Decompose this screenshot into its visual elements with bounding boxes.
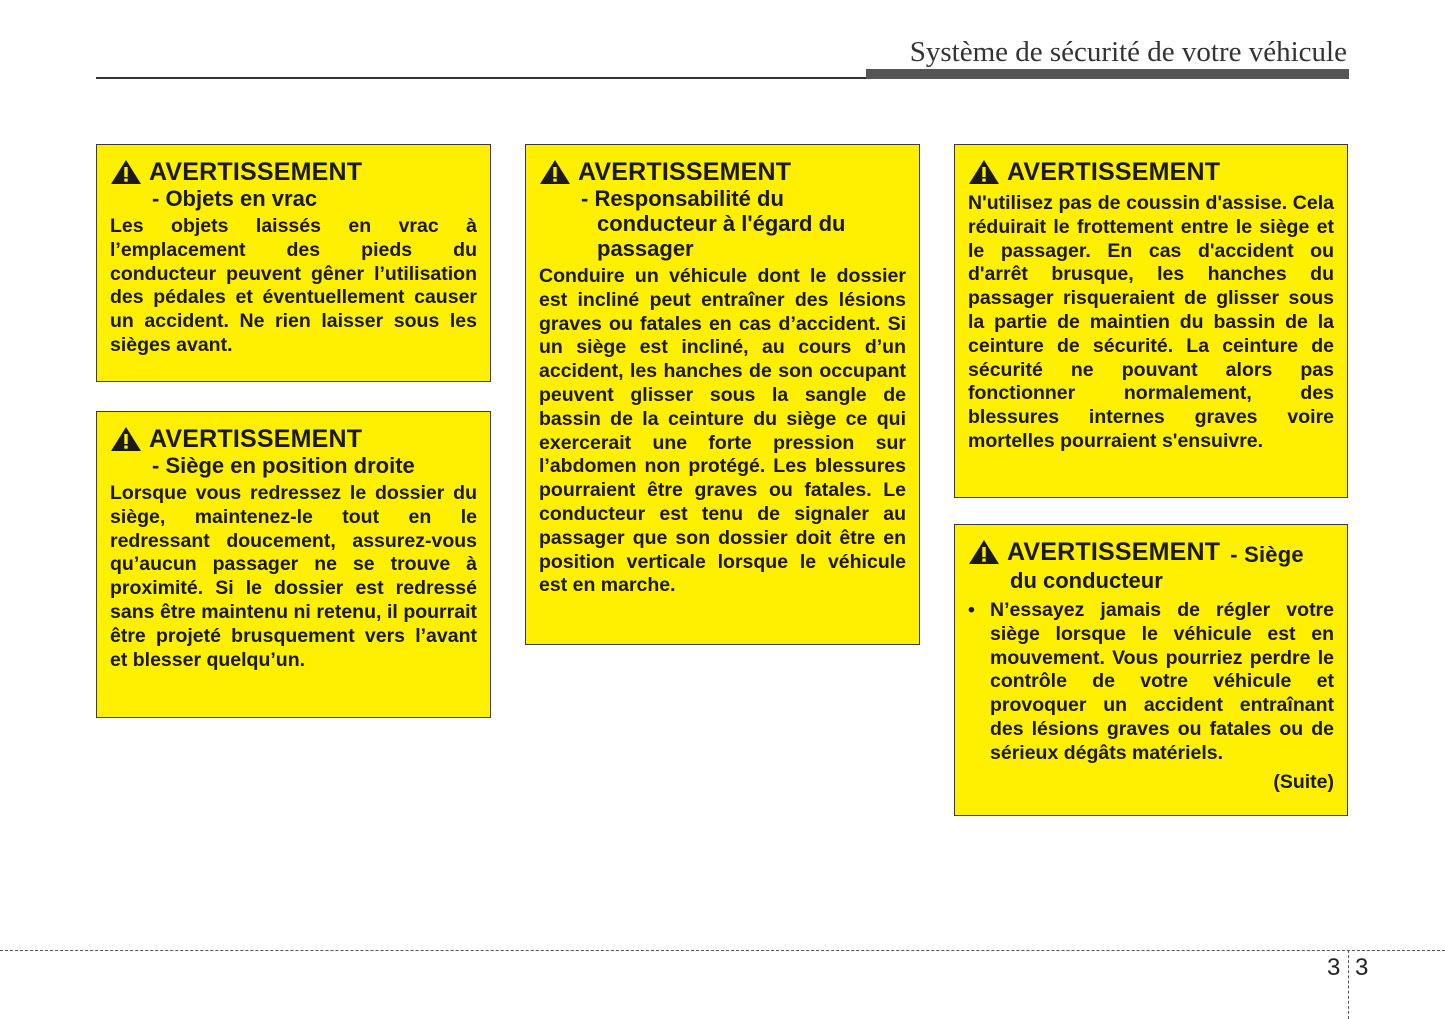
warning-body: Lorsque vous redressez le dossier du siège, maintenez-le tout en le redressant doucement, assurez-vous qu’aucun passager ne se trouve à proximité. Si le dossier est redressé sans être maintenu ni retenu, il pourrait être projeté brusquement vers l’avant et blesser quelqu’un.: [110, 482, 477, 671]
warning-body: N’essayez jamais de régler votre siège lorsque le véhicule est en mouvement. Vous pourriez perdre le contrôle de votre véhicule et provoquer un accident entraînant des lésions graves ou fatales ou de sérieux dégâts matériels.: [990, 599, 1334, 764]
warning-subtitle: - Responsabilité du conducteur à l'égard du passager: [581, 186, 846, 261]
warning-box-driver-responsibility: [525, 144, 920, 645]
warning-title: AVERTISSEMENT: [578, 158, 792, 186]
warning-title: AVERTISSEMENT: [1007, 538, 1221, 566]
warning-subtitle-inline: - Siège: [1230, 542, 1304, 567]
warning-title: AVERTISSEMENT: [149, 425, 363, 453]
bullet-marker: •: [968, 599, 975, 621]
warning-subtitle: - Siège en position droite: [152, 453, 415, 478]
warning-triangle-icon: [110, 426, 142, 452]
warning-title: AVERTISSEMENT: [1007, 158, 1221, 186]
footer-page-divider: [1348, 950, 1349, 1019]
continued-label: (Suite): [1273, 770, 1334, 793]
warning-triangle-icon: [539, 159, 571, 185]
warning-triangle-icon: [968, 539, 1000, 565]
header-rule-thin: [96, 77, 868, 79]
warning-body: N'utilisez pas de coussin d'assise. Cela réduirait le frottement entre le siège et le passager. En cas d'accident ou d'arrêt brusque, les hanches du passager risqueraient de glisser sous la partie de maintien du bassin de la ceinture de sécurité. La ceinture de sécurité ne pouvant alors pas fonctionner normalement, des blessures internes graves voire mortelles pourraient s'ensuivre.: [968, 192, 1334, 452]
footer-divider: [0, 950, 1445, 951]
header-rule-thick: [866, 69, 1349, 79]
warning-triangle-icon: [968, 159, 1000, 185]
warning-box-seat-cushion: [954, 144, 1348, 498]
warning-subtitle: du conducteur: [1010, 568, 1163, 593]
chapter-number: 3: [1327, 954, 1341, 981]
warning-triangle-icon: [110, 159, 142, 185]
warning-subtitle: - Objets en vrac: [152, 186, 318, 211]
warning-box-driver-seat: [954, 524, 1348, 816]
page-number: 3: [1355, 954, 1369, 981]
warning-box-loose-objects: [96, 144, 491, 382]
warning-body: Les objets laissés en vrac à l’emplacement des pieds du conducteur peuvent gêner l’utilisation des pédales et éventuellement causer un accident. Ne rien laisser sous les sièges avant.: [110, 215, 477, 356]
warning-title: AVERTISSEMENT: [149, 158, 363, 186]
warning-body: Conduire un véhicule dont le dossier est incliné peut entraîner des lésions graves ou fatales en cas d’accident. Si un siège est incliné, au cours d’un accident, les hanches de son occupant peuvent glisser sous la sangle de bassin de la ceinture du siège ce qui exercerait une forte pression sur l’abdomen non protégé. Les blessures pourraient être graves ou fatales. Le conducteur est tenu de signaler au passager que son dossier doit être en position verticale lorsque le véhicule est en marche.: [539, 265, 906, 597]
page-header-title: Système de sécurité de votre véhicule: [909, 36, 1347, 68]
warning-box-upright-seat: [96, 411, 491, 718]
